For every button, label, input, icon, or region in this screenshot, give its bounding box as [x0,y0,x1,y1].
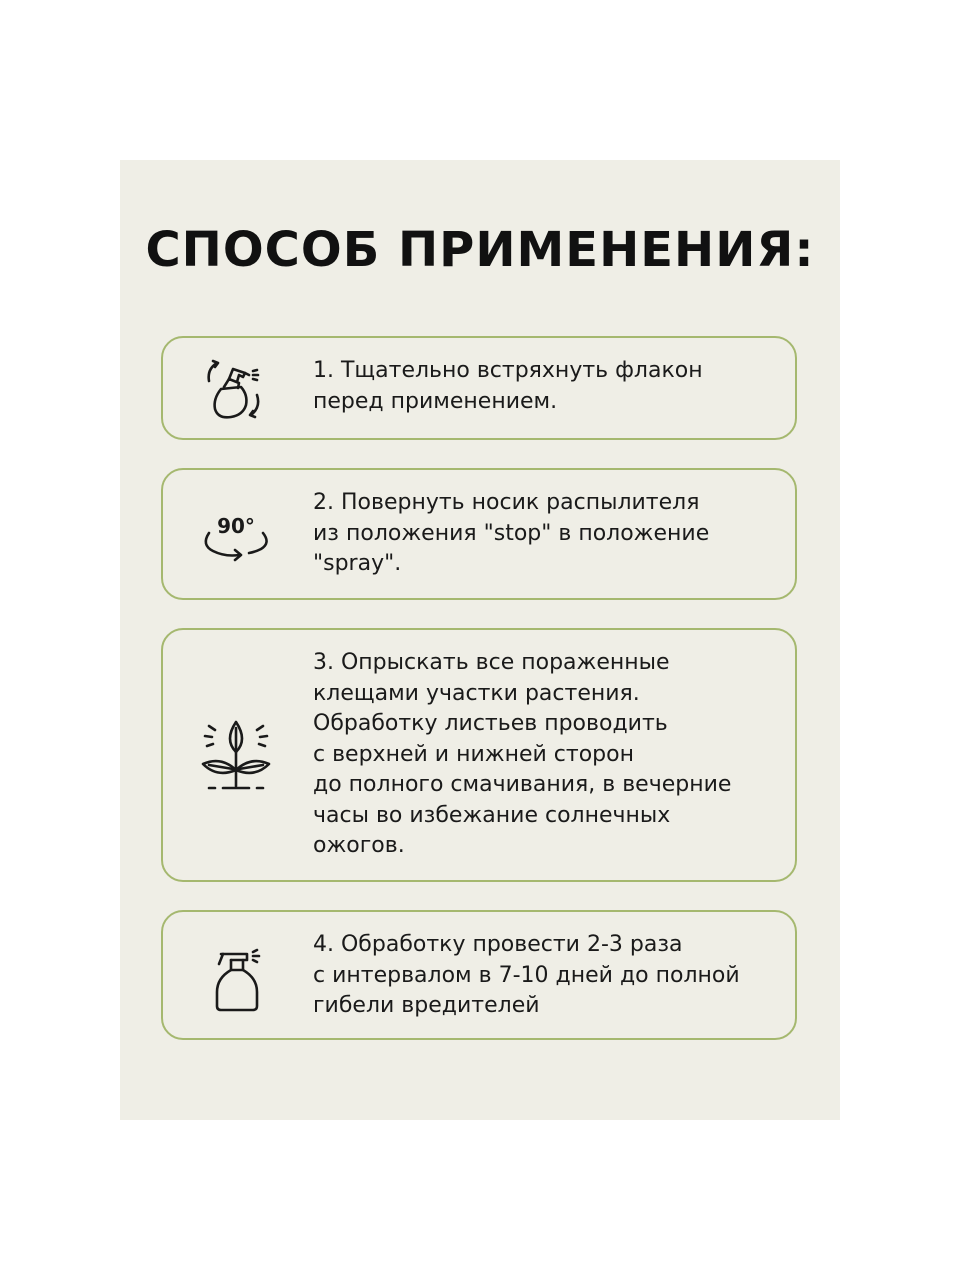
rotate-90-degrees-label: 90° [217,514,255,538]
step-1-text: 1. Тщательно встряхнуть флакон перед применением. [313,358,703,414]
step-4-text: 4. Обработку провести 2-3 раза с интервалом в 7-10 дней до полной гибели вредителей [313,932,740,1018]
step-2 [161,468,797,600]
step-2-text: 2. Повернуть носик распылителя из положения "stop" в положение "spray". [313,490,710,576]
plant-sprout-icon [191,712,281,802]
step-4 [161,910,797,1040]
step-1 [161,336,797,440]
spray-bottle-icon [191,932,281,1022]
shake-spray-bottle-icon [191,345,281,435]
step-3-text: 3. Опрыскать все пораженные клещами участки растения. Обработку листьев проводить с верхней и нижней сторон до полного смачивания, в вечерние часы во избежание солнечных ожогов. [313,650,732,858]
step-3 [161,628,797,882]
rotate-90-degrees-icon [191,491,281,581]
page-title: СПОСОБ ПРИМЕНЕНИЯ: [145,222,815,278]
